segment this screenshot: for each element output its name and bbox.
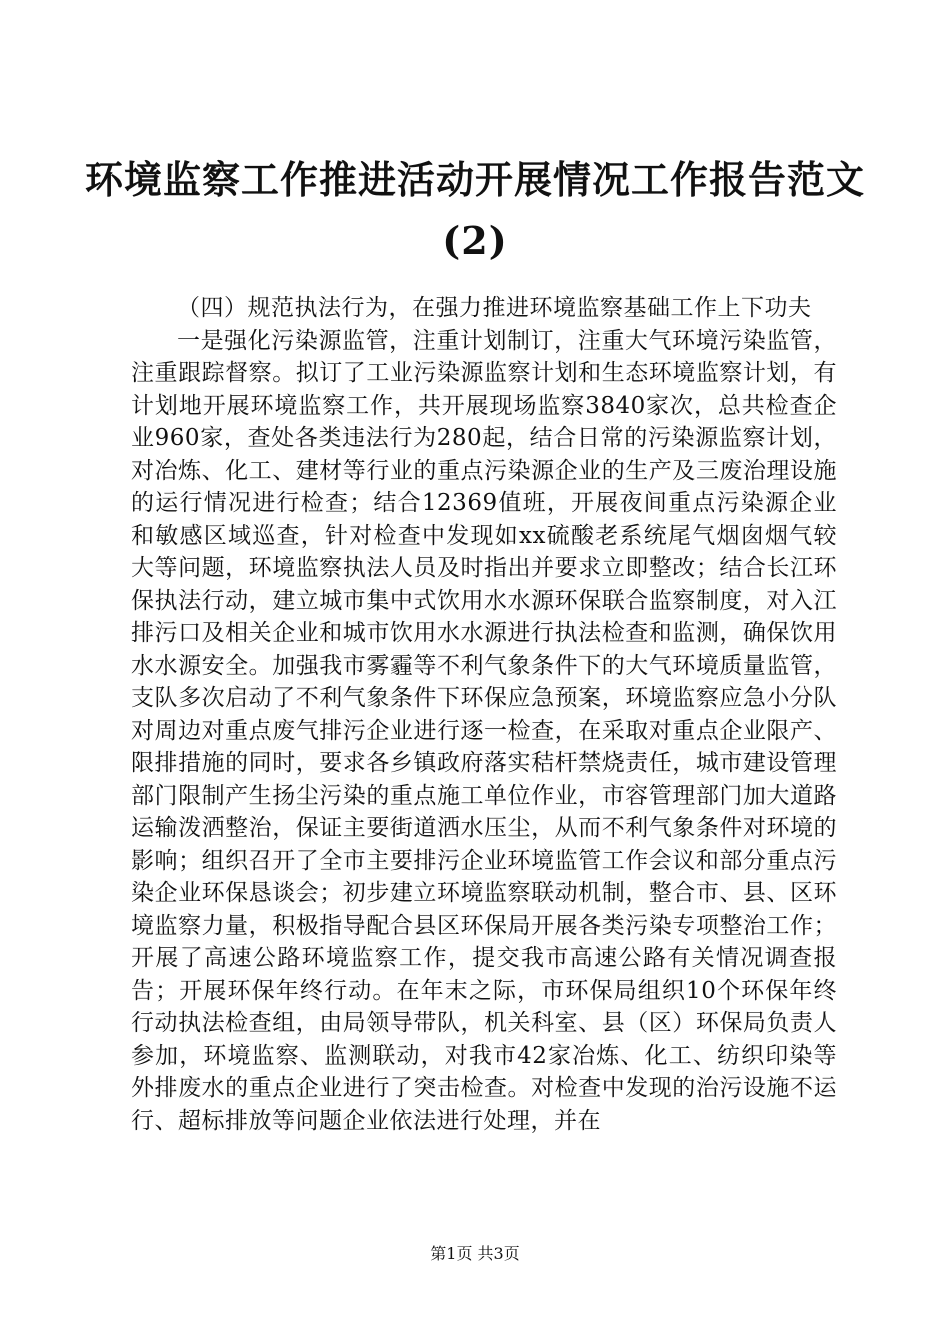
page-footer: 第1页 共3页: [430, 1244, 520, 1263]
document-body: [131, 292, 837, 1137]
section-heading: （四）规范执法行为，在强力推进环境监察基础工作上下功夫: [177, 295, 812, 321]
body-paragraph: 一是强化污染源监管，注重计划制订，注重大气环境污染监管，注重跟踪督察。拟订了工业污染源监察计划和生态环境监察计划，有计划地开展环境监察工作，共开展现场监察3840家次，总共检查企业960家，查处各类违法行为280起，结合日常的污染源监察计划，对冶炼、化工、建材等行业的重点污染源企业的生产及三废治理设施的运行情况进行检查；结合12369值班，开展夜间重点污染源企业和敏感区域巡查，针对检查中发现如xx硫酸老系统尾气烟囱烟气较大等问题，环境监察执法人员及时指出并要求立即整改；结合长江环保执法行动，建立城市集中式饮用水水源环保联合监察制度，对入江排污口及相关企业和城市饮用水水源进行执法检查和监测，确保饮用水水源安全。加强我市雾霾等不利气象条件下的大气环境质量监管，支队多次启动了不利气象条件下环保应急预案，环境监察应急小分队对周边对重点废气排污企业进行逐一检查，在采取对重点企业限产、限排措施的同时，要求各乡镇政府落实秸杆禁烧责任，城市建设管理部门限制产生扬尘污染的重点施工单位作业，市容管理部门加大道路运输泼洒整治，保证主要街道洒水压尘，从而不利气象条件对环境的影响；组织召开了全市主要排污企业环境监管工作会议和部分重点污染企业环保恳谈会；初步建立环境监察联动机制，整合市、县、区环境监察力量，积极指导配合县区环保局开展各类污染专项整治工作；开展了高速公路环境监察工作，提交我市高速公路有关情况调查报告；开展环保年终行动。在年末之际，市环保局组织10个环保年终行动执法检查组，由局领导带队，机关科室、县（区）环保局负责人参加，环境监察、监测联动，对我市42家冶炼、化工、纺织印染等外排废水的重点企业进行了突击检查。对检查中发现的治污设施不运行、超标排放等问题企业依法进行处理，并在: [131, 327, 837, 1134]
document-title: 环境监察工作推进活动开展情况工作报告范文: [84, 157, 865, 202]
document-title-continuation: (2): [442, 218, 508, 263]
